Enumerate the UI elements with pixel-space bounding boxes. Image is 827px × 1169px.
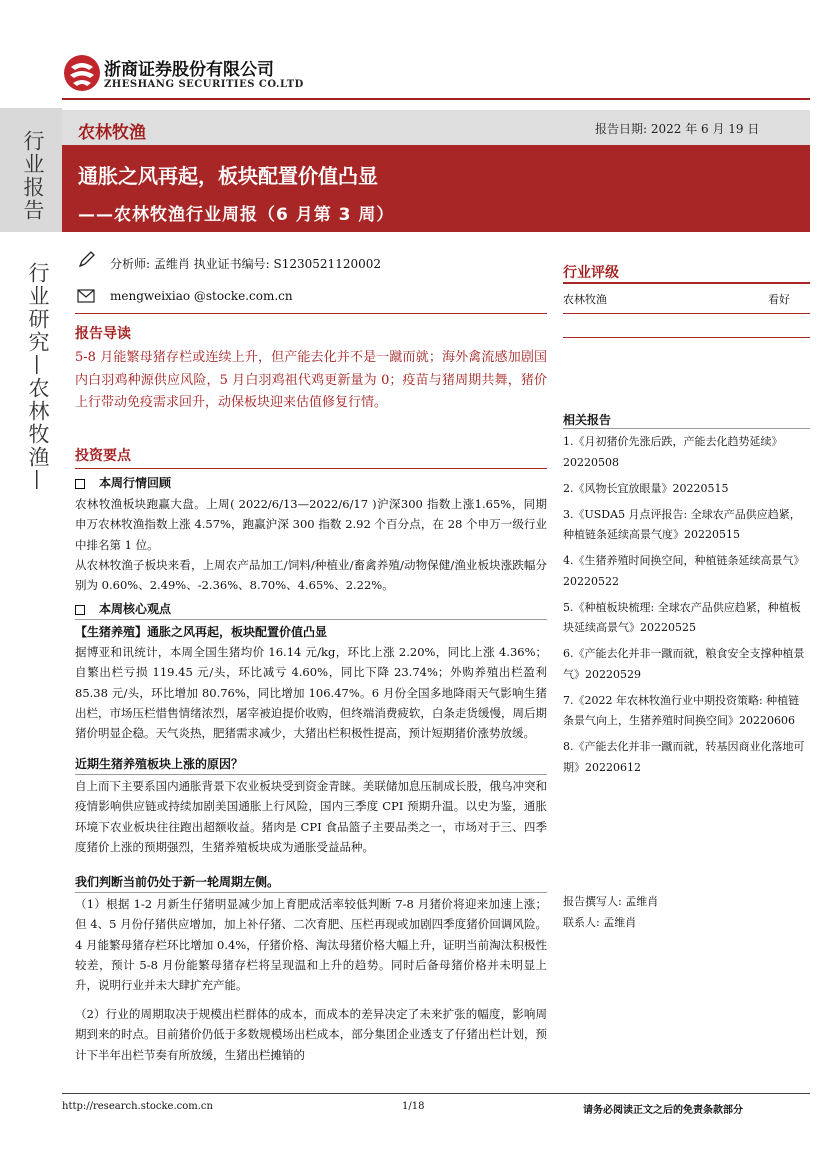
- core-view-heading: [75, 600, 171, 617]
- analyst-email[interactable]: mengweixiao @stocke.com.cn: [110, 289, 293, 303]
- rating-row: [563, 291, 810, 307]
- rating-spacer-divider: [563, 337, 810, 338]
- related-report-item[interactable]: 1.《月初猪价先涨后跌，产能去化趋势延续》20220508: [563, 435, 783, 469]
- related-report-item[interactable]: 6.《产能去化并非一蹴而就，粮食安全支撑种植景气》20220529: [563, 647, 805, 681]
- cycle-judgement-paragraph-1: （1）根据 1-2 月新生仔猪明显减少加上育肥成活率较低判断 7-8 月猪价将迎来加速上涨；但 4、5 月份仔猪供应增加，加上补仔猪、二次育肥、压栏再现或加剧四季度猪价回调风险。4 月能繁母猪存栏环比增加 0.4%，仔猪价格、淘汰母猪价格大幅上升，证明当前淘汰积极性较差，预计 5-8 月份能繁母猪存栏将呈现温和上升的趋势。同时后备母猪价格并未明显上升，说明行业并未大肆扩充产能。: [75, 897, 547, 993]
- sidebar-top-label: 行业报告: [21, 130, 45, 222]
- report-writer: 报告撰写人: 孟维肖: [563, 895, 659, 908]
- related-report-item[interactable]: 7.《2022 年农林牧渔行业中期投资策略: 种植链条景气向上，生猪养殖时间换空间》20220606: [563, 693, 800, 727]
- rating-value: 看好: [768, 293, 790, 306]
- core-view-divider: [75, 619, 547, 620]
- weekly-review-heading: [75, 474, 171, 491]
- rating-title: 行业评级: [563, 265, 619, 281]
- related-report-item[interactable]: 4.《生猪养殖时间换空间，种植链条延续高景气》20220522: [563, 554, 805, 588]
- industry-category: 农林牧渔: [78, 123, 146, 143]
- rating-divider: [563, 282, 810, 284]
- rise-reason-paragraph: 自上而下主要系国内通胀背景下农业板块受到资金青睐。美联储加息压制成长股，俄乌冲突和疫情影响供应链或持续加剧美国通胀上行风险，国内三季度 CPI 预期升温。以史为鉴，通胀环境下农业板块往往跑出超额收益。猪肉是 CPI 食品篮子主要品类之一，市场对于三、四季度猪价上涨的预期强烈，生猪养殖板块成为通胀受益品种。: [75, 779, 547, 854]
- question-divider: [75, 774, 547, 775]
- weekly-review-paragraph-1: 农林牧渔板块跑赢大盘。上周( 2022/6/13—2022/6/17 )沪深300 指数上涨1.65%，同期申万农林牧渔指数上涨 4.57%，跑赢沪深 300 指数 2.92 个百分点，在 28 个申万一级行业中排名第 1 位。: [75, 497, 547, 552]
- sidebar-column-label: 行业研究—农林牧渔—: [26, 262, 50, 492]
- cycle-judgement-paragraph-2: （2）行业的周期取决于规模出栏群体的成本，而成本的差异决定了未来扩张的幅度，影响周期到来的时点。目前猪价仍低于多数规模场出栏成本，部分集团企业透支了仔猪出栏计划，预计下半年出栏节奏有所放缓，生猪出栏摊销的: [75, 1007, 547, 1062]
- related-reports-title: 相关报告: [563, 413, 612, 427]
- sidebar-report-type: [0, 108, 62, 232]
- mail-icon: [77, 289, 95, 303]
- report-contact: 联系人: 孟维肖: [563, 916, 637, 929]
- related-report-item[interactable]: 3.《USDA5 月点评报告: 全球农产品供应趋紧，种植链条延续高景气度》20220515: [563, 507, 801, 541]
- pig-farming-paragraph: 据博亚和讯统计，本周全国生猪均价 16.14 元/kg，环比上涨 2.20%，同比上涨 4.36%；自繁出栏亏损 119.45 元/头，环比减亏 4.60%，同比下降 23.74%；外购养殖出栏盈利 85.38 元/头，环比增加 80.76%，同比增加 106.47%。6 月份全国多地降雨天气影响生猪出栏，市场压栏惜售情绪浓烈，屠宰被迫提价收购，但终端消费疲软，白条走货缓慢，周后期猪价明显企稳。天气炎热，肥猪需求减少，大猪出栏积极性提高，预计短期猪价涨势放缓。: [75, 645, 547, 741]
- report-authors: [563, 891, 658, 933]
- rating-bottom-divider: [563, 313, 810, 314]
- rise-reason-question: 近期生猪养殖板块上涨的原因？: [75, 757, 244, 771]
- page-number: 1/18: [402, 1101, 425, 1112]
- analyst-divider: [75, 313, 547, 314]
- square-bullet-icon: [75, 479, 85, 489]
- intro-title: 报告导读: [75, 326, 131, 342]
- report-date: 报告日期: 2022 年 6 月 19 日: [595, 122, 760, 136]
- footer-url[interactable]: http://research.stocke.com.cn: [62, 1101, 213, 1112]
- weekly-review-label: 本周行情回顾: [99, 476, 172, 490]
- pig-farming-heading: 【生猪养殖】通胀之风再起，板块配置价值凸显: [75, 625, 328, 639]
- cycle-judgement-heading: 我们判断当前仍处于新一轮周期左侧。: [75, 875, 280, 889]
- company-name-en: ZHESHANG SECURITIES CO.LTD: [104, 79, 304, 90]
- related-report-item[interactable]: 8.《产能去化并非一蹴而就，转基因商业化落地可期》20220612: [563, 740, 805, 774]
- company-logo-icon: [62, 53, 102, 93]
- header-divider: [62, 98, 810, 100]
- rating-sector: 农林牧渔: [563, 293, 607, 306]
- investment-title: 投资要点: [75, 448, 131, 464]
- core-view-label: 本周核心观点: [99, 602, 172, 616]
- judgement-divider: [75, 892, 547, 893]
- related-report-item[interactable]: 2.《风物长宜放眼量》20220515: [563, 481, 729, 495]
- report-title: 通胀之风再起，板块配置价值凸显: [78, 164, 378, 188]
- report-subtitle: ——农林牧渔行业周报（6 月第 3 周）: [78, 205, 395, 225]
- pen-icon: [78, 250, 96, 268]
- related-reports-list: [563, 432, 810, 784]
- company-name-cn: 浙商证券股份有限公司: [104, 60, 274, 80]
- intro-text: 5-8 月能繁母猪存栏或连续上升，但产能去化并不是一蹴而就；海外禽流感加剧国内白羽鸡种源供应风险，5 月白羽鸡祖代鸡更新量为 0；疫苗与猪周期共舞，猪价上行带动免疫需求回升，动保板块迎来估值修复行情。: [75, 350, 547, 411]
- weekly-review-paragraph-2: 从农林牧渔子板块来看，上周农产品加工/饲料/种植业/畜禽养殖/动物保健/渔业板块涨跌幅分别为 0.60%、2.49%、-2.36%、8.70%、4.65%、2.22%。: [75, 558, 547, 593]
- related-divider: [563, 428, 810, 429]
- investment-divider: [75, 468, 547, 469]
- analyst-info: 分析师: 孟维肖 执业证书编号: S1230521120002: [110, 257, 382, 271]
- related-report-item[interactable]: 5.《种植板块梳理: 全球农产品供应趋紧，种植板块延续高景气》20220525: [563, 600, 801, 634]
- square-bullet-icon: [75, 605, 85, 615]
- footer-disclaimer: 请务必阅读正文之后的免责条款部分: [583, 1105, 743, 1116]
- footer-divider: [62, 1093, 810, 1094]
